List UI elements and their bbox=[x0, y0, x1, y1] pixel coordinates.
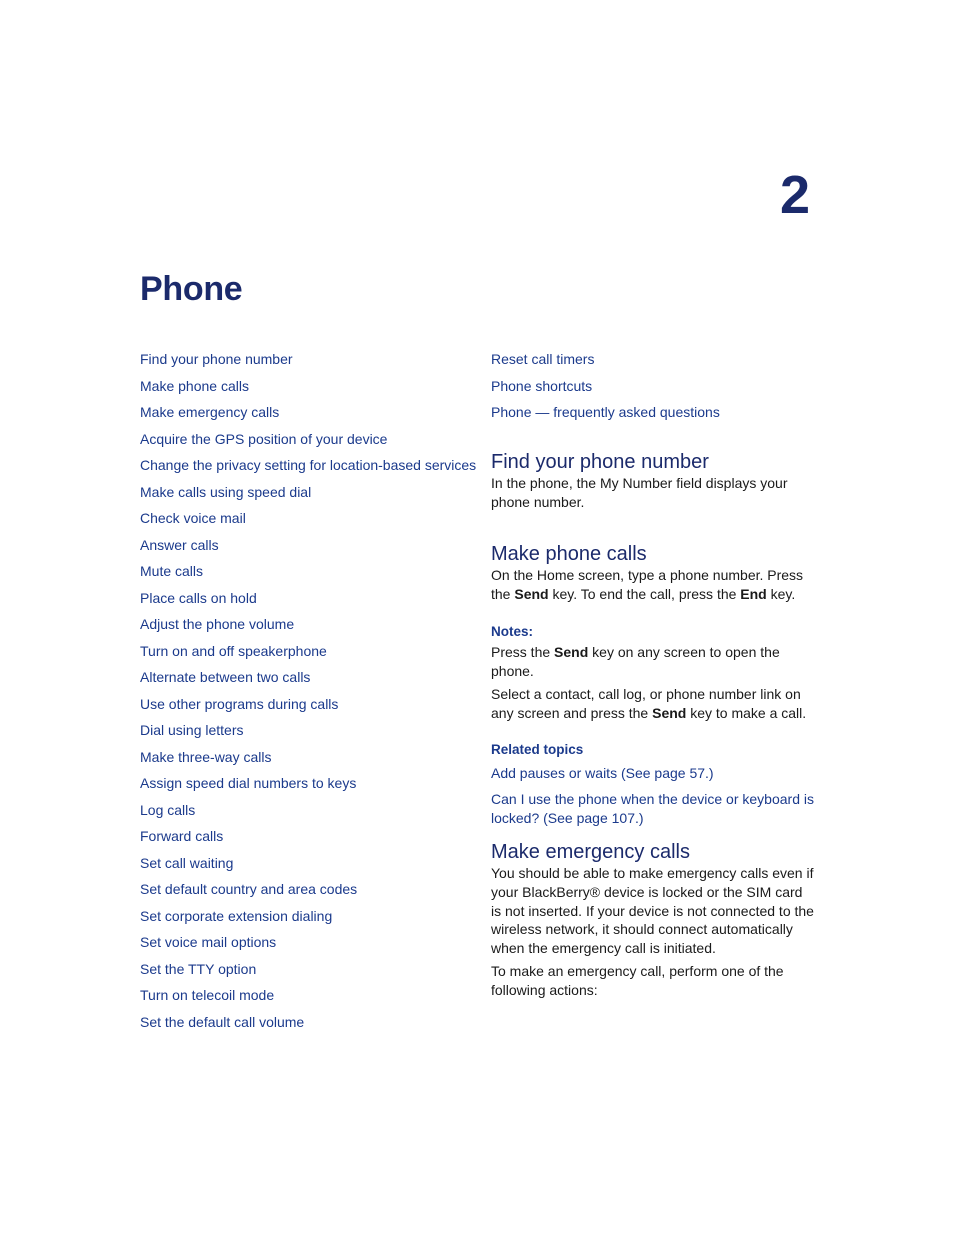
text: key to make a call. bbox=[686, 704, 807, 721]
section-heading: Find your phone number bbox=[491, 451, 709, 473]
section-heading: Make phone calls bbox=[491, 543, 647, 565]
toc-right bbox=[491, 349, 821, 429]
toc-link[interactable]: Set corporate extension dialing bbox=[140, 907, 333, 924]
toc-link[interactable]: Set voice mail options bbox=[140, 934, 277, 950]
text: On the Home screen, type a phone number. Press the bbox=[491, 567, 804, 602]
body-text: You should be able to make emergency calls even if your BlackBerry® device is locked or the SIM card is not inserted. If your device is not connected to the wireless network, it should connect automatically when the emergency call is initiated. bbox=[491, 865, 814, 957]
toc-link[interactable]: Log calls bbox=[140, 801, 196, 818]
key-name: End bbox=[740, 585, 767, 602]
key-name: Send bbox=[652, 704, 687, 721]
toc-link[interactable]: Set the TTY option bbox=[140, 960, 257, 977]
section-emergency bbox=[491, 840, 816, 1000]
toc-link[interactable]: Set the default call volume bbox=[140, 1013, 305, 1030]
text: key. To end the call, press the bbox=[548, 585, 741, 602]
chapter-number: 2 bbox=[780, 165, 811, 225]
note-text bbox=[491, 685, 816, 723]
text: key on any screen to open the phone. bbox=[491, 644, 780, 680]
body-text: To make an emergency call, perform one of the following actions: bbox=[491, 962, 784, 998]
section-make-calls bbox=[491, 542, 816, 828]
text: Press the bbox=[491, 644, 555, 661]
toc-link[interactable]: Check voice mail bbox=[140, 510, 246, 526]
note-text bbox=[491, 643, 816, 681]
toc-link[interactable]: Make calls using speed dial bbox=[140, 483, 312, 500]
toc-link[interactable]: Answer calls bbox=[140, 536, 219, 553]
toc-link[interactable]: Change the privacy setting for location-based services bbox=[140, 457, 477, 473]
toc-link[interactable]: Make phone calls bbox=[140, 377, 249, 394]
toc-link[interactable]: Reset call timers bbox=[491, 351, 595, 367]
toc-link[interactable]: Place calls on hold bbox=[140, 589, 257, 606]
toc-link[interactable]: Forward calls bbox=[140, 828, 224, 844]
toc-left bbox=[140, 349, 480, 1038]
page-title: Phone bbox=[140, 270, 243, 308]
toc-link[interactable]: Make emergency calls bbox=[140, 404, 280, 420]
toc-link[interactable]: Assign speed dial numbers to keys bbox=[140, 775, 357, 791]
text: Select a contact, call log, or phone number link on any screen and press the bbox=[491, 685, 801, 721]
toc-link[interactable]: Alternate between two calls bbox=[140, 669, 311, 685]
text: key. bbox=[766, 585, 796, 602]
body-text bbox=[491, 566, 816, 604]
key-name: Send bbox=[514, 585, 549, 602]
toc-link[interactable]: Adjust the phone volume bbox=[140, 616, 295, 632]
key-name: Send bbox=[554, 644, 589, 661]
related-link[interactable]: Can I use the phone when the device or keyboard is locked? (See page 107.) bbox=[491, 791, 814, 826]
related-topics-label: Related topics bbox=[491, 741, 584, 757]
toc-link[interactable]: Mute calls bbox=[140, 563, 204, 579]
toc-link[interactable]: Turn on telecoil mode bbox=[140, 987, 275, 1003]
section-find-number bbox=[491, 450, 816, 512]
toc-link[interactable]: Set default country and area codes bbox=[140, 881, 358, 897]
body-text: In the phone, the My Number field displays your phone number. bbox=[491, 475, 788, 510]
toc-link[interactable]: Make three-way calls bbox=[140, 748, 272, 765]
section-heading: Make emergency calls bbox=[491, 841, 690, 863]
toc-link[interactable]: Find your phone number bbox=[140, 351, 293, 367]
toc-link[interactable]: Turn on and off speakerphone bbox=[140, 642, 327, 659]
toc-link[interactable]: Acquire the GPS position of your device bbox=[140, 430, 388, 447]
toc-link[interactable]: Phone shortcuts bbox=[491, 377, 593, 394]
toc-link[interactable]: Phone — frequently asked questions bbox=[491, 404, 720, 420]
notes-label: Notes: bbox=[491, 623, 534, 639]
toc-link[interactable]: Use other programs during calls bbox=[140, 695, 339, 712]
toc-link[interactable]: Set call waiting bbox=[140, 854, 234, 871]
toc-link[interactable]: Dial using letters bbox=[140, 722, 244, 738]
related-link[interactable]: Add pauses or waits (See page 57.) bbox=[491, 765, 714, 782]
